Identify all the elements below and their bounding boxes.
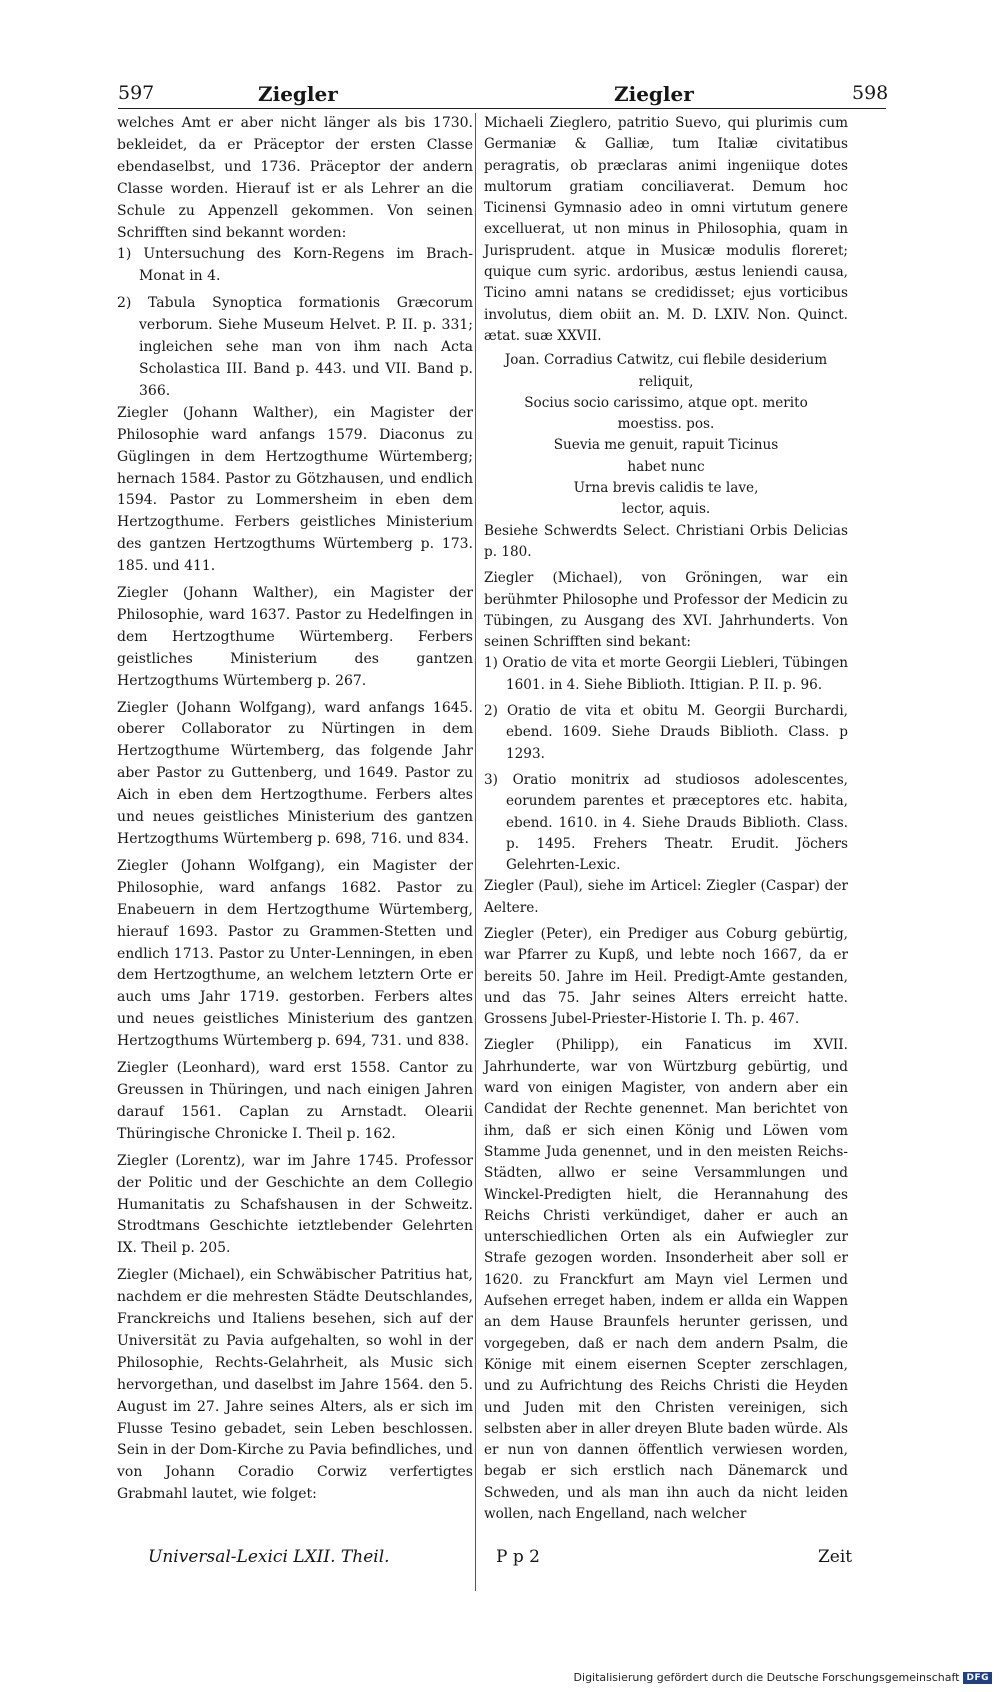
epitaph-line: lector, aquis. <box>621 501 711 518</box>
entry-paul: Ziegler (Paul), siehe im Articel: Ziegler (Caspar) der Aeltere. <box>484 878 848 916</box>
right-column <box>484 113 848 1525</box>
entry-johann-walther-2: Ziegler (Johann Walther), ein Magister der Philosophie, ward 1637. Pastor zu Hedelfingen in dem Hertzogthume Würtemberg. Ferbers geistliches Ministerium des gantzen Hertzogthums Würtemberg p. 267. <box>117 585 473 689</box>
epitaph-prose: Michaeli Zieglero, patritio Suevo, qui plurimis cum Germaniæ & Galliæ, tum Italiæ civitatibus peragratis, ob præclaras animi ingeniique dotes multorum gratiam conciliaverat. Demum hoc Ticinensi Gymnasio adeo in omni virtutum genere excelluerat, ut non minus in Philosophia, quam in Jurisprudent. atque in Musicæ modulis floreret; quique cum syric. ardoribus, æstus leniendi causa, Ticino amni natans se credidisset; ejus vorticibus involutus, diem obiit an. M. D. LXIV. Non. Quinct. ætat. suæ XXVII. <box>484 115 848 344</box>
entry-lorentz: Ziegler (Lorentz), war im Jahre 1745. Professor der Politic und der Geschichte an dem Collegio Humanitatis zu Schafshausen in der Schweitz. Strodtmans Geschichte ietztlebender Gelehrten IX. Theil p. 205. <box>117 1152 473 1257</box>
epitaph-line: habet nunc <box>627 458 705 475</box>
epitaph-line: Joan. Corradius Catwitz, cui flebile desiderium <box>504 352 828 369</box>
left-column <box>117 113 473 1506</box>
digitization-credit <box>574 1671 992 1684</box>
list-item: 3) Oratio monitrix ad studiosos adolescentes, eorundem parentes et præceptores etc. habita, ebend. 1610. in 4. Siehe Drauds Biblioth. Class. p. 1495. Frehers Theatr. Erudit. Jöchers Gelehrten-Lexic. <box>484 771 848 874</box>
column-divider <box>475 113 476 1591</box>
entry-michael-groningen: Ziegler (Michael), von Gröningen, war ein berühmter Philosophe und Professor der Medicin zu Tübingen, zu Ausgang des XVI. Jahrhunderts. Von seinen Schrifften sind bekant: <box>484 570 848 651</box>
right-page-number: 598 <box>852 82 889 104</box>
left-running-head: Ziegler <box>258 82 338 106</box>
right-running-head: Ziegler <box>614 82 694 106</box>
epitaph-verse <box>484 350 848 520</box>
left-page-number: 597 <box>118 82 155 104</box>
entry-johann-wolfgang-2: Ziegler (Johann Wolfgang), ein Magister der Philosophie, ward anfangs 1682. Pastor zu Enabeuern in dem Hertzogthume Würtemberg, hierauf 1693. Pastor zu Grammen-Stetten und endlich 1713. Pastor zu Unter-Lenningen, in eben dem Hertzogthume, an welchem letztern Orte er auch ums Jahr 1719. gestorben. Ferbers altes und neues geistliches Ministerium des gantzen Hertzogthums Würtemberg p. 694, 731. und 838. <box>117 857 473 1050</box>
list-item: 2) Tabula Synoptica formationis Græcorum verborum. Siehe Museum Helvet. P. II. p. 331; ingleichen sehe man von ihm nach Acta Scholastica III. Band p. 443. und VII. Band p. 366. <box>117 295 473 399</box>
list-item: 1) Oratio de vita et morte Georgii Liebleri, Tübingen 1601. in 4. Siehe Biblioth. Ittigian. P. II. p. 96. <box>484 655 848 693</box>
orations-list <box>484 653 848 876</box>
works-list <box>117 244 473 402</box>
signature-mark: P p 2 <box>496 1547 540 1567</box>
epitaph-line: moestiss. pos. <box>617 416 715 433</box>
list-item: 2) Oratio de vita et obitu M. Georgii Burchardi, ebend. 1609. Siehe Drauds Biblioth. Class. p 1293. <box>484 703 848 762</box>
entry-peter: Ziegler (Peter), ein Prediger aus Coburg gebürtig, war Pfarrer zu Kupß, und lebte noch 1667, da er bereits 50. Jahre im Heil. Predigt-Amte gestanden, und das 75. Jahr seines Alters erreicht hatte. Grossens Jubel-Priester-Historie I. Th. p. 467. <box>484 925 848 1028</box>
epitaph-line: Suevia me genuit, rapuit Ticinus <box>553 437 779 454</box>
entry-johann-walther-1: Ziegler (Johann Walther), ein Magister der Philosophie ward anfangs 1579. Diaconus zu Güglingen in dem Hertzogthume Würtemberg; hernach 1584. Pastor zu Götzhausen, und endlich 1594. Pastor zu Lommersheim in eben dem Hertzogthume. Ferbers geistliches Ministerium des gantzen Hertzogthums Würtemberg p. 173. 185. und 411. <box>117 404 473 575</box>
dfg-logo: DFG <box>963 1672 992 1684</box>
catchword: Zeit <box>818 1547 853 1567</box>
entry-michael: Ziegler (Michael), ein Schwäbischer Patritius hat, nachdem er die mehresten Städte Deutschlandes, Franckreichs und Italiens besehen, sich auf der Universität zu Pavia aufgehalten, so wohl in der Philosophie, Rechts-Gelahrheit, als Music sich hervorgethan, und daselbst im Jahre 1564. den 5. August im 27. Jahre seines Alters, als er sich im Flusse Tesino gebadet, sein Leben beschlossen. Sein in der Dom-Kirche zu Pavia befindliches, und von Johann Coradio Corwiz verfertigtes Grabmahl lautet, wie folget: <box>117 1267 473 1503</box>
epitaph-line: Socius socio carissimo, atque opt. merito <box>524 394 808 411</box>
header-rule <box>118 108 886 109</box>
printer-signature: Universal-Lexici LXII. Theil. <box>148 1547 390 1567</box>
paragraph: welches Amt er aber nicht länger als bis 1730. bekleidet, da er Präceptor der ersten Classe ebendaselbst, und 1736. Präceptor der andern Classe worden. Hierauf ist er als Lehrer an die Schule zu Appenzell gekommen. Von seinen Schrifften sind bekannt worden: <box>117 115 473 241</box>
epitaph-line: reliquit, <box>638 373 694 390</box>
entry-johann-wolfgang-1: Ziegler (Johann Wolfgang), ward anfangs 1645. oberer Collaborator zu Nürtingen in dem Hertzogthume Würtemberg, das folgende Jahr aber Pastor zu Guttenberg, und 1649. Pastor zu Aich in eben dem Hertzogthume. Ferbers altes und neues geistliches Ministerium des gantzen Hertzogthums Würtemberg p. 698, 716. und 834. <box>117 699 473 847</box>
reference: Besiehe Schwerdts Select. Christiani Orbis Delicias p. 180. <box>484 522 848 560</box>
epitaph-line: Urna brevis calidis te lave, <box>573 480 759 497</box>
entry-philipp: Ziegler (Philipp), ein Fanaticus im XVII. Jahrhunderte, war von Würtzburg gebürtig, und ward von einigen Magister, von andern aber ein Candidat der Rechte genennet. Man berichtet von ihm, daß er sich einen König und Löwen vom Stamme Juda genennet, und in den meisten Reichs-Städten, allwo er seine Versammlungen und Winckel-Predigten hielt, die Herannahung des Reichs Christi verkündiget, daher er auch an unterschiedlichen Orten als ein Aufwiegler zur Strafe gezogen worden. Insonderheit aber soll er 1620. zu Franckfurt am Mayn viel Lermen und Aufsehen erreget haben, indem er allda ein Wappen an dem Hause Braunfels herunter gerissen, und vorgegeben, daß er nach dem andern Psalm, die Könige mit einem eisernen Scepter zerschlagen, und zu Aufrichtung des Reichs Christi die Heyden und Juden mit den Christen vereinigen, sich selbsten aber in aller dreyen Blute baden würde. Als er nun von dannen öffentlich verwiesen worden, begab er sich erstlich nach Dänemarck und Schweden, und als man ihn auch da nicht leiden wollen, nach Engelland, nach welcher <box>484 1037 848 1522</box>
list-item: 1) Untersuchung des Korn-Regens im Brach-Monat in 4. <box>117 246 473 285</box>
credit-text: Digitalisierung gefördert durch die Deutsche Forschungsgemeinschaft <box>573 1671 960 1684</box>
entry-leonhard: Ziegler (Leonhard), ward erst 1558. Cantor zu Greussen in Thüringen, und nach einigen Jahren darauf 1561. Caplan zu Arnstadt. Olearii Thüringische Chronicke I. Theil p. 162. <box>117 1060 473 1142</box>
